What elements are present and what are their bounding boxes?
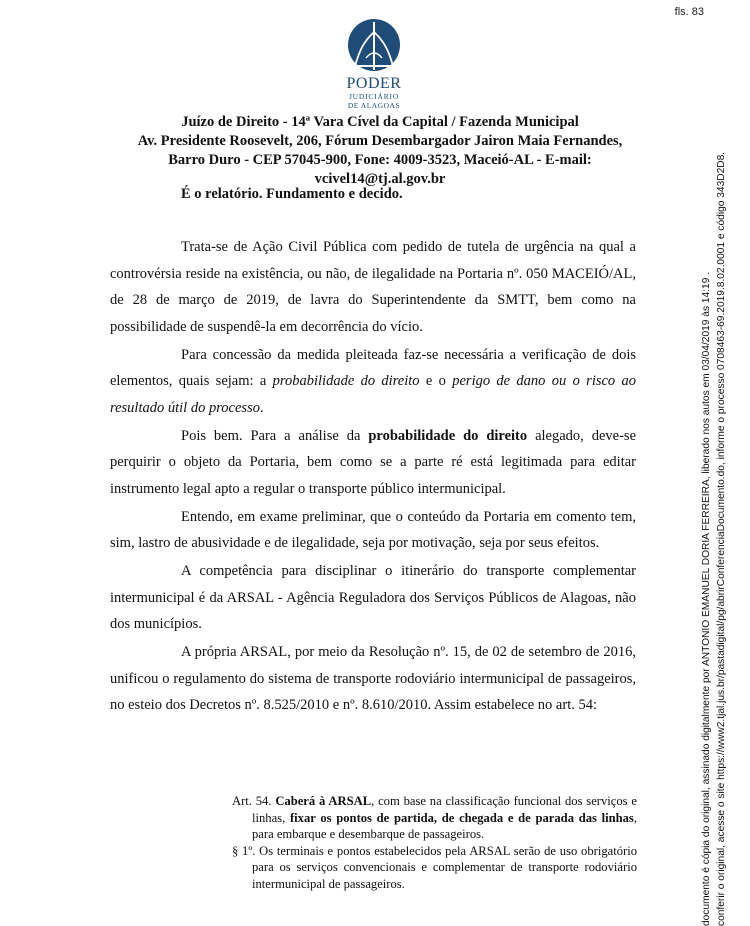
- digital-signature-note: [700, 46, 729, 926]
- logo-line-2: JUDICIÁRIO: [348, 92, 400, 101]
- logo-text: [333, 76, 415, 109]
- paragraph-2-italic-2: perigo de dano ou o risco ao resultado útil do processo: [110, 373, 637, 416]
- logo-line-1: PODER: [346, 75, 402, 92]
- paragraph-2-text-b: e o: [419, 373, 453, 389]
- paragraph-3-text-b: alegado, deve-se perquirir o objeto da Portaria, bem como se a parte ré está legitimada para editar instrumento legal apto a regular o transporte público intermunicipal.: [110, 427, 637, 497]
- logo-line-3: DE ALAGOAS: [347, 100, 401, 110]
- court-logo: [333, 18, 415, 110]
- paragraph-2-text-a: Para concessão da medida pleiteada faz-se necessária a verificação de dois elementos, quais sejam: a: [110, 346, 636, 389]
- paragraph-3-bold: probabilidade do direito: [368, 427, 528, 444]
- page-number: fls. 83: [674, 6, 704, 18]
- signature-note-line-1: documento é cópia do original, assinado digitalmente por ANTONIO EMANUEL DORIA FERREIRA, liberado nos autos em 03/04/2019 às 14:19 .: [701, 271, 712, 926]
- article-54-prefix: Art. 54.: [232, 794, 276, 808]
- court-emblem-icon: [333, 18, 415, 76]
- signature-note-line-2: conferir o original, acesse o site https://www2.tjal.jus.br/pastadigital/pg/abrirConferenciaDocumento.do, informe o processo 0708463-69.2019.8.02.0001 e código 343D2D8.: [715, 151, 727, 926]
- article-54-end: , para embarque e desembarque de passageiros.: [252, 810, 637, 841]
- paragraph-2: [110, 342, 636, 422]
- paragraph-2-text-c: .: [259, 399, 264, 416]
- legal-citation: [232, 793, 637, 892]
- article-54: [232, 793, 637, 843]
- paragraph-1: Trata-se de Ação Civil Pública com pedido de tutela de urgência na qual a controvérsia reside na existência, ou não, de ilegalidade na Portaria nº. 050 MACEIÓ/AL, de 28 de março de 2019, de lavra do Superintendente da SMTT, bem como na possibilidade de suspendê-la em decorrência do vício.: [110, 239, 636, 335]
- article-54-mid: , com base na classificação funcional dos serviços e linhas,: [252, 794, 637, 825]
- header-line-1: Juízo de Direito - 14ª Vara Cível da Capital / Fazenda Municipal: [181, 114, 579, 130]
- header-line-3: Barro Duro - CEP 57045-900, Fone: 4009-3523, Maceió-AL - E-mail:: [168, 152, 592, 168]
- article-54-bold-2: fixar os pontos de partida, de chegada e de parada das linhas: [289, 810, 634, 825]
- paragraph-4: Entendo, em exame preliminar, que o conteúdo da Portaria em comento tem, sim, lastro de abusividade e de ilegalidade, seja por motivação, seja por seus efeitos.: [110, 508, 636, 551]
- header-email: vcivel14@tj.al.gov.br: [314, 171, 446, 187]
- paragraph-2-italic-1: probabilidade do direito: [272, 373, 420, 389]
- court-header: [100, 113, 660, 189]
- decision-body: [110, 234, 636, 719]
- paragraph-3: [110, 423, 636, 503]
- article-54-paragraph-1: § 1º. Os terminais e pontos estabelecidos pela ARSAL serão de uso obrigatório para os serviços convencionais e complementar de transporte rodoviário intermunicipal de passageiros.: [232, 843, 637, 891]
- paragraph-3-text-a: Pois bem. Para a análise da: [181, 427, 369, 444]
- paragraph-6: A própria ARSAL, por meio da Resolução nº. 15, de 02 de setembro de 2016, unificou o regulamento do sistema de transporte rodoviário intermunicipal de passageiros, no esteio dos Decretos nº. 8.525/2010 e nº. 8.610/2010. Assim estabelece no art. 54:: [110, 644, 636, 713]
- article-54-bold-1: Caberá à ARSAL: [275, 794, 372, 808]
- header-line-2: Av. Presidente Roosevelt, 206, Fórum Desembargador Jairon Maia Fernandes,: [137, 133, 623, 149]
- paragraph-5: A competência para disciplinar o itinerário do transporte complementar intermunicipal é da ARSAL - Agência Reguladora dos Serviços Públicos de Alagoas, não dos municípios.: [110, 563, 636, 632]
- report-statement: É o relatório. Fundamento e decido.: [181, 186, 403, 202]
